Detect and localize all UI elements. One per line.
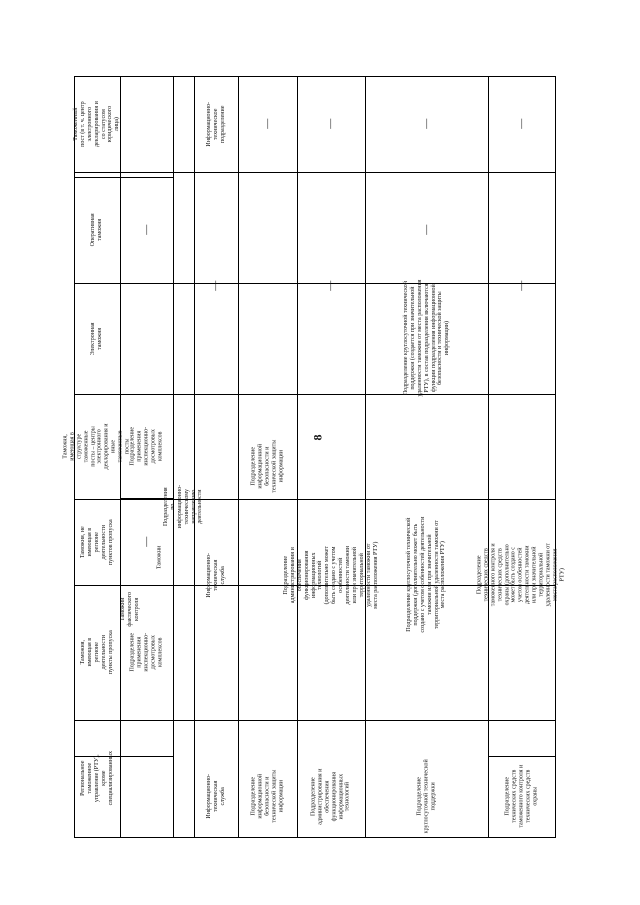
table-border-bottom (74, 837, 555, 838)
cell-r5-dash-post: — (515, 119, 527, 129)
cell-r4-electronic: Подразделение круглосуточной технической поддержки (создается при значительной удаленности таможни от места расположения РТУ), в состав подразделения включаются функции подразделения информационной безопасности и технической защиты информации) (402, 279, 450, 398)
page-number: 8 (310, 434, 325, 441)
header-electronic-customs: Электронная таможня (90, 322, 103, 355)
cell-r4-rtu: Подразделение круглосуточной технической поддержки (416, 759, 436, 834)
section-header: Подразделения по информационно-техническому направлению деятельности (163, 485, 204, 529)
header-fc-without-checkpoints: Таможня, не имеющая в регионе деятельности пунктов пропуска (79, 519, 114, 565)
cell-r1-dash: — (210, 280, 222, 291)
cell-r5-rtu: Подразделение технических средств таможенного контроля и технических средств охраны (504, 765, 538, 828)
cell-r3-dash-e: — (325, 280, 337, 291)
cell-r0-customs-with: Подразделение применения инспекционно-досмотровых комплексов (129, 427, 163, 466)
cell-r0-fc-without: — (140, 537, 152, 547)
cell-r1-post: Информационно-техническое подразделение (205, 101, 226, 147)
cell-r2-rtu: Подразделение информационной безопасности и технической защиты информации (250, 770, 284, 823)
row-divider (174, 172, 488, 173)
table-border-right (555, 76, 556, 838)
header-operational-customs: Оперативная таможня (90, 213, 103, 247)
header-fc-with-checkpoints: Таможня, имеющая в регионе деятельности пункты пропуска (79, 630, 114, 675)
cell-r3-merged: Подразделение администрирования и обеспечения функционирования информационных технологий (дополнительно может быть создано с учетом особенностей деятельности таможни или при значительной территориальной удаленности таможни от места расположения РТУ) (282, 541, 379, 609)
header-customs-with-centers: Таможня, имеющая в структуре таможенные посты – центры электронного декларирования и иные таможенные посты (62, 423, 131, 470)
cell-r4-dash-opr: — (420, 225, 432, 235)
row-divider (74, 172, 174, 173)
cell-r5-merged: Подразделение технических средств таможенного контроля и технических средств охраны (дополнительно может быть создано с учетом особенностей деятельности таможни или при значительной территориальной удаленности таможни от места расположения РТУ) (476, 543, 566, 607)
cell-r4-dash-post: — (420, 119, 432, 129)
header-customs-post: Таможенный пост (в т. ч. центр электронного декларирования и со статусом юридического лица) (72, 101, 121, 147)
cell-r5-dash: — (515, 280, 527, 291)
header-rtu: Региональное таможенное управление (РТУ), кроме специализированных (79, 751, 114, 806)
cell-r1-rtu: Информационно-техническая служба (205, 774, 226, 819)
cell-r3-dash-post: — (325, 119, 337, 129)
header-customs-group: Таможни (156, 545, 163, 569)
cell-r1-merged: Информационно-техническая служба (205, 552, 226, 598)
cell-r0-operational: — (140, 225, 152, 235)
row-divider (488, 172, 555, 173)
cell-r3-rtu: Подразделение администрирования и обеспечения функционирования информационных технологий (310, 768, 351, 825)
cell-r4-merged: Подразделение круглосуточной технической поддержки (дополнительно может быть создано с учетом особенностей деятельности таможни или при значительной территориальной удаленности таможни от места расположения РТУ) (405, 517, 447, 633)
header-factual-control-group: Таможни фактического контроля (119, 592, 140, 627)
cell-r2-merged: Подразделение информационной безопасности и технической защиты информации (250, 440, 284, 493)
cell-r0-fc-with: Подразделение применения инспекционно-досмотровых комплексов (129, 633, 163, 672)
cell-r2-dash: — (261, 119, 273, 129)
